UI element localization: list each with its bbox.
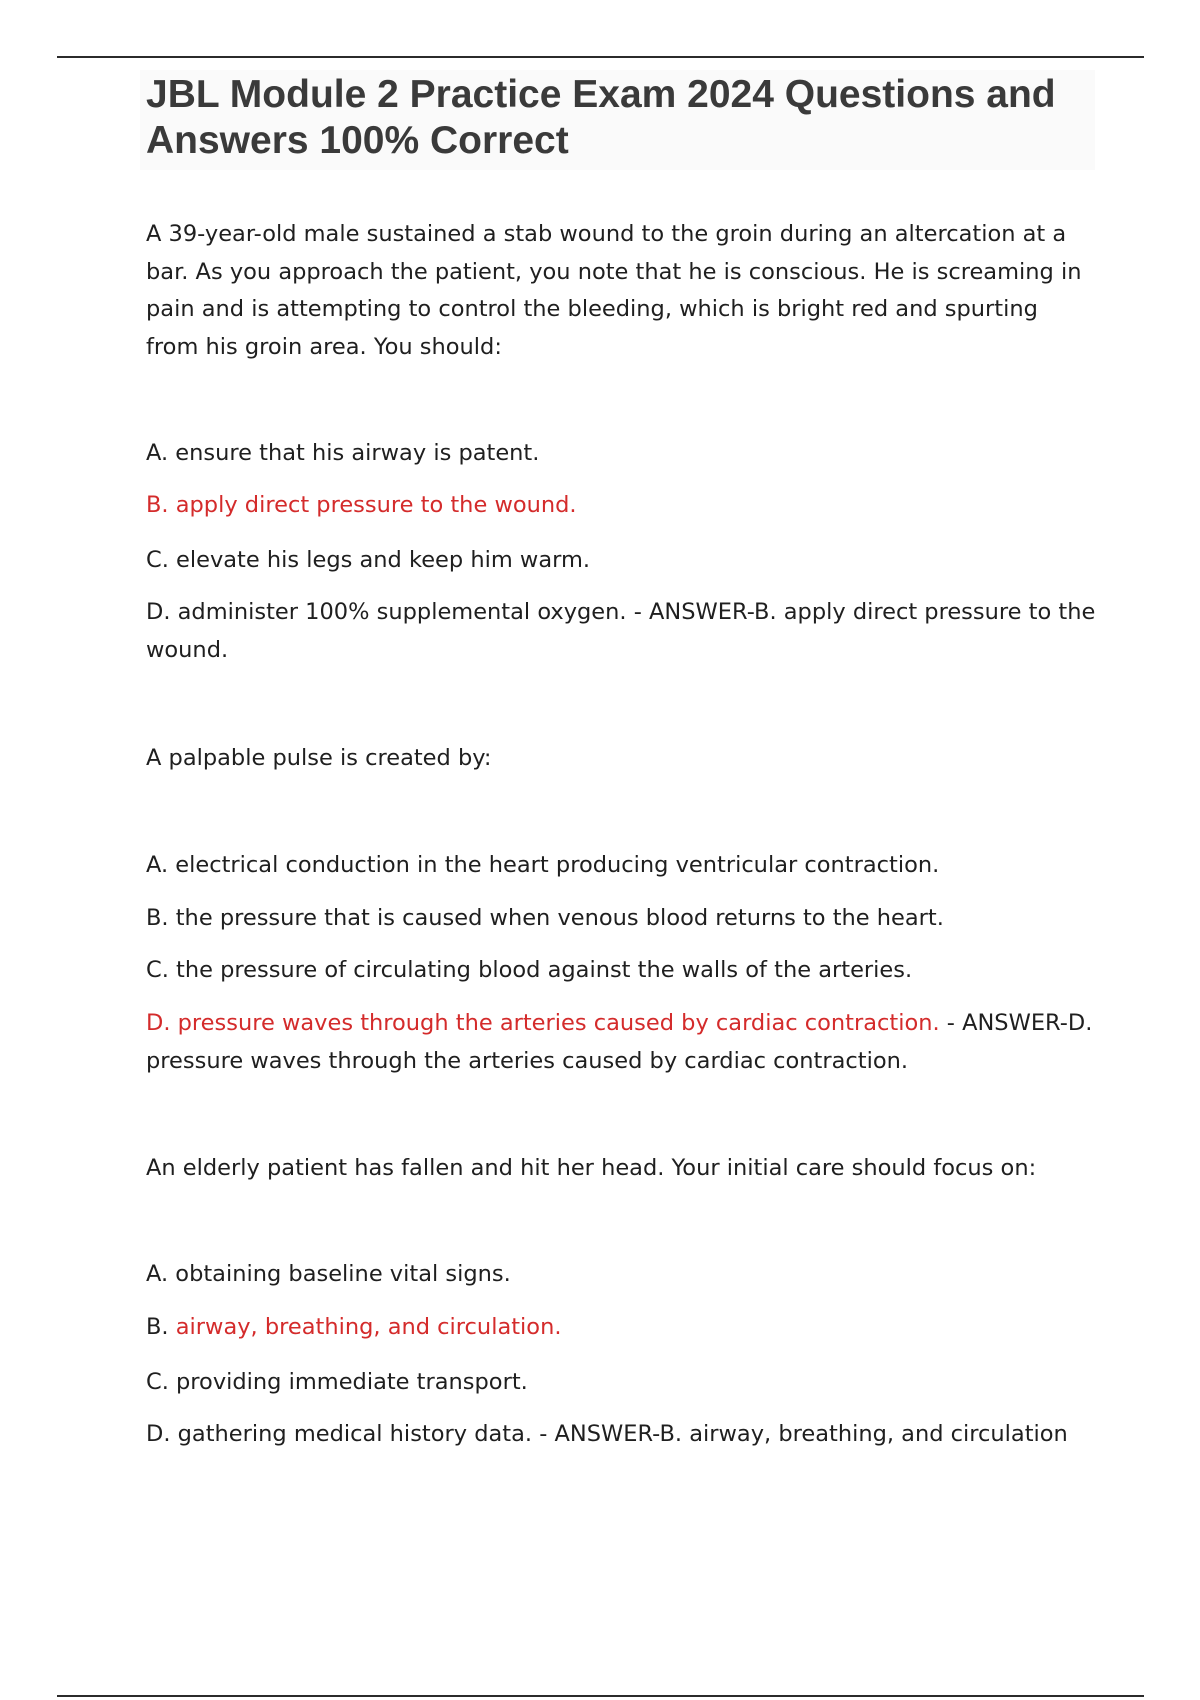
question-2-option-d-with-answer — [146, 1005, 1096, 1080]
question-2-option-a: A. electrical conduction in the heart producing ventricular contraction. — [146, 852, 940, 878]
question-1-option-a: A. ensure that his airway is patent. — [146, 440, 540, 466]
question-3-option-b-highlighted: airway, breathing, and circulation. — [175, 1314, 562, 1340]
question-3-answer: - ANSWER-B. airway, breathing, and circulation — [532, 1421, 1068, 1447]
question-2-answer: - ANSWER-D. pressure waves through the arteries caused by cardiac contraction. — [146, 1010, 1093, 1074]
question-2-option-c: C. the pressure of circulating blood against the walls of the arteries. — [146, 957, 913, 983]
question-3-option-c: C. providing immediate transport. — [146, 1369, 528, 1395]
question-3-option-d-with-answer — [146, 1416, 1096, 1454]
question-1-option-d: D. administer 100% supplemental oxygen. — [146, 599, 627, 625]
question-3-option-b-letter: B. — [146, 1314, 169, 1340]
question-3-stem: An elderly patient has fallen and hit her head. Your initial care should focus on: — [146, 1155, 1037, 1181]
question-2-option-b: B. the pressure that is caused when venous blood returns to the heart. — [146, 905, 944, 931]
document-title: JBL Module 2 Practice Exam 2024 Questions and Answers 100% Correct — [146, 73, 1056, 162]
question-1-option-d-with-answer — [146, 594, 1096, 669]
question-3-option-b — [146, 1309, 1096, 1347]
top-rule — [57, 56, 1144, 58]
question-1-answer: - ANSWER-B. apply direct pressure to the wound. — [146, 599, 1096, 663]
question-3-option-d: D. gathering medical history data. — [146, 1421, 533, 1447]
question-1-stem: A 39-year-old male sustained a stab wound to the groin during an altercation at a bar. As you approach the patient, you note that he is conscious. He is screaming in pain and is attempting to control the bleeding, which is bright red and spurting from his groin area. You should: — [146, 221, 1082, 360]
question-2-option-d-highlighted: D. pressure waves through the arteries caused by cardiac contraction. — [146, 1010, 940, 1036]
question-3-option-a: A. obtaining baseline vital signs. — [146, 1261, 511, 1287]
bottom-rule — [57, 1695, 1144, 1697]
question-2-stem: A palpable pulse is created by: — [146, 745, 492, 771]
question-1-option-c: C. elevate his legs and keep him warm. — [146, 547, 591, 573]
question-1-option-b-highlighted: B. apply direct pressure to the wound. — [146, 492, 577, 518]
